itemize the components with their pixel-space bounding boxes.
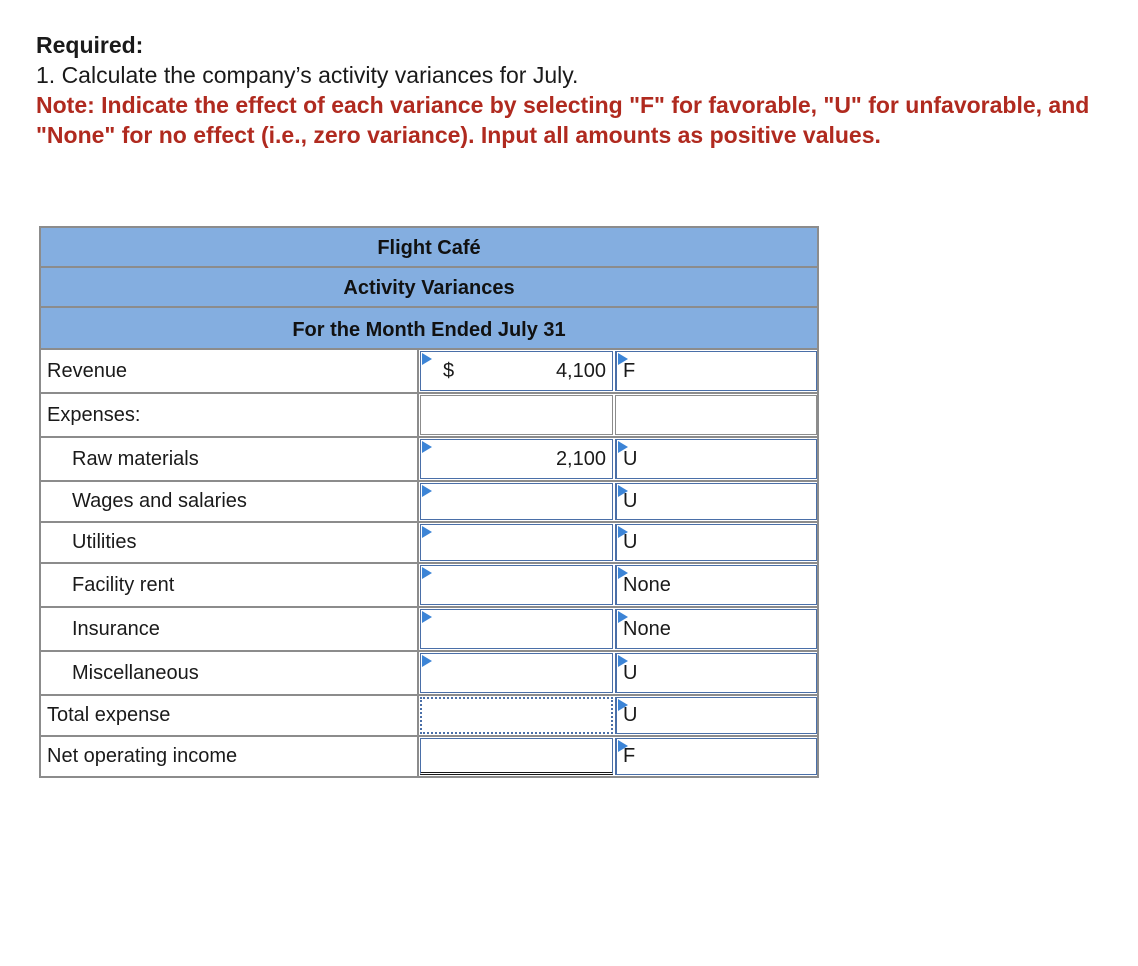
amount-input-facility-rent[interactable] bbox=[420, 565, 613, 605]
table-row-miscellaneous bbox=[39, 652, 819, 696]
amount-input-insurance[interactable] bbox=[420, 609, 613, 649]
row-label: Miscellaneous bbox=[41, 652, 419, 694]
effect-select-facility-rent[interactable] bbox=[615, 565, 817, 605]
dropdown-marker-icon bbox=[422, 655, 432, 667]
row-label: Expenses: bbox=[41, 394, 419, 436]
amount-input-total-expense[interactable] bbox=[420, 697, 613, 734]
table-row-expenses-heading bbox=[39, 394, 819, 438]
amount-input-net-operating-income[interactable] bbox=[420, 738, 613, 775]
amount-input-wages-and-salaries[interactable] bbox=[420, 483, 613, 520]
dropdown-marker-icon bbox=[422, 485, 432, 497]
effect-value: U bbox=[623, 704, 638, 726]
question-text: 1. Calculate the company’s activity variances for July. bbox=[36, 62, 579, 88]
table-row-facility-rent bbox=[39, 564, 819, 608]
table-row-total-expense bbox=[39, 696, 819, 737]
row-label: Insurance bbox=[41, 608, 419, 650]
row-label: Net operating income bbox=[41, 737, 419, 776]
table-row-net-operating-income bbox=[39, 737, 819, 778]
row-label: Revenue bbox=[41, 350, 419, 392]
row-label: Raw materials bbox=[41, 438, 419, 480]
effect-select-miscellaneous[interactable] bbox=[615, 653, 817, 693]
effect-select-revenue[interactable] bbox=[615, 351, 817, 391]
effect-select-insurance[interactable] bbox=[615, 609, 817, 649]
amount-value: 4,100 bbox=[555, 359, 606, 382]
dropdown-marker-icon bbox=[618, 567, 628, 579]
dropdown-marker-icon bbox=[422, 611, 432, 623]
effect-select-wages-and-salaries[interactable] bbox=[615, 483, 817, 520]
dropdown-marker-icon bbox=[422, 441, 432, 453]
row-label: Facility rent bbox=[41, 564, 419, 606]
dropdown-marker-icon bbox=[618, 740, 628, 752]
table-row-wages-and-salaries bbox=[39, 482, 819, 523]
empty-cell bbox=[420, 395, 613, 435]
amount-input-utilities[interactable] bbox=[420, 524, 613, 561]
row-label: Utilities bbox=[41, 523, 419, 562]
effect-value: None bbox=[623, 617, 671, 640]
effect-select-total-expense[interactable] bbox=[615, 697, 817, 734]
table-row-revenue bbox=[39, 350, 819, 394]
effect-value: U bbox=[623, 531, 638, 553]
effect-value: U bbox=[623, 490, 638, 512]
amount-input-revenue[interactable] bbox=[420, 351, 613, 391]
amount-input-miscellaneous[interactable] bbox=[420, 653, 613, 693]
dropdown-marker-icon bbox=[618, 526, 628, 538]
row-label: Wages and salaries bbox=[41, 482, 419, 521]
instructions bbox=[36, 30, 1116, 150]
currency-symbol: $ bbox=[443, 359, 455, 382]
effect-value: U bbox=[623, 447, 638, 470]
required-heading: Required: bbox=[36, 32, 144, 58]
report-period: For the Month Ended July 31 bbox=[39, 306, 819, 350]
effect-select-net-operating-income[interactable] bbox=[615, 738, 817, 775]
dropdown-marker-icon bbox=[618, 699, 628, 711]
note-text: Note: Indicate the effect of each variance by selecting "F" for favorable, "U" for unfavorable, and "None" for no effect (i.e., zero variance). Input all amounts as positive values. bbox=[36, 92, 1090, 148]
effect-select-raw-materials[interactable] bbox=[615, 439, 817, 479]
dropdown-marker-icon bbox=[618, 485, 628, 497]
dropdown-marker-icon bbox=[618, 611, 628, 623]
effect-value: F bbox=[623, 359, 636, 382]
table-row-utilities bbox=[39, 523, 819, 564]
company-name: Flight Café bbox=[39, 226, 819, 266]
activity-variances-table bbox=[39, 226, 819, 778]
dropdown-marker-icon bbox=[422, 526, 432, 538]
table-row-insurance bbox=[39, 608, 819, 652]
empty-cell bbox=[615, 395, 817, 435]
amount-input-raw-materials[interactable] bbox=[420, 439, 613, 479]
dropdown-marker-icon bbox=[618, 441, 628, 453]
effect-value: U bbox=[623, 661, 638, 684]
dropdown-marker-icon bbox=[422, 567, 432, 579]
dropdown-marker-icon bbox=[422, 353, 432, 365]
effect-select-utilities[interactable] bbox=[615, 524, 817, 561]
dropdown-marker-icon bbox=[618, 655, 628, 667]
effect-value: None bbox=[623, 573, 671, 596]
dropdown-marker-icon bbox=[618, 353, 628, 365]
effect-value: F bbox=[623, 745, 636, 767]
amount-value: 2,100 bbox=[555, 447, 606, 470]
table-row-raw-materials bbox=[39, 438, 819, 482]
row-label: Total expense bbox=[41, 696, 419, 735]
report-title: Activity Variances bbox=[39, 266, 819, 306]
